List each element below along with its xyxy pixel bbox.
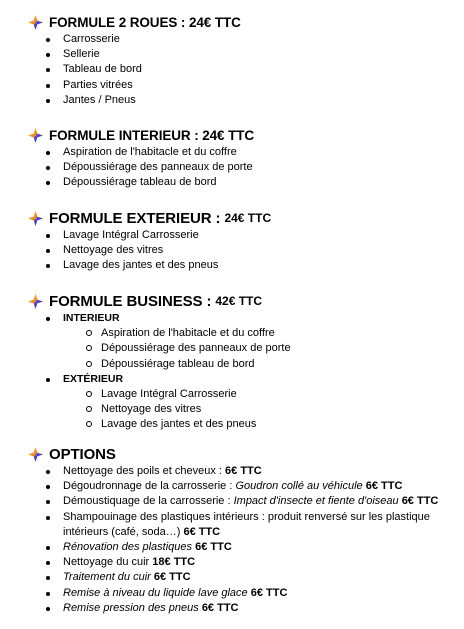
sub-item-list xyxy=(28,326,454,372)
business-group-list xyxy=(28,372,454,387)
business-group-exterieur xyxy=(28,372,454,387)
section-title: FORMULE EXTERIEUR : xyxy=(49,209,221,227)
option-price: 6€ TTC xyxy=(153,571,191,584)
option-price: 6€ TTC xyxy=(250,586,288,599)
option-text: Démoustiquage de la carrosserie : xyxy=(63,495,231,508)
option-price: 6€ TTC xyxy=(201,601,239,614)
business-group-list xyxy=(28,311,454,326)
group-label: EXTÉRIEUR xyxy=(63,372,124,385)
option-price: 6€ TTC xyxy=(183,525,221,538)
section-formule-2-roues xyxy=(28,12,454,108)
options-list xyxy=(28,464,454,616)
list-item: Jantes / Pneus xyxy=(28,93,454,108)
section-title: FORMULE BUSINESS : xyxy=(49,292,212,310)
star-bullet-icon xyxy=(28,447,43,462)
option-item xyxy=(28,540,454,555)
section-heading xyxy=(28,12,454,32)
option-item xyxy=(28,601,454,616)
option-item xyxy=(28,479,454,494)
option-italic-text: Goudron collé au véhicule xyxy=(235,480,363,493)
option-price: 6€ TTC xyxy=(401,495,439,508)
section-formule-business xyxy=(28,291,454,433)
section-title: FORMULE INTERIEUR : 24€ TTC xyxy=(49,127,255,143)
section-formule-exterieur xyxy=(28,208,454,274)
option-text: Nettoyage du cuir xyxy=(63,556,150,569)
option-item xyxy=(28,570,454,585)
section-heading xyxy=(28,125,454,145)
option-italic-text: Rénovation des plastiques xyxy=(63,541,193,554)
section-title: FORMULE 2 ROUES : 24€ TTC xyxy=(49,14,241,30)
option-price: 6€ TTC xyxy=(195,541,232,554)
option-price: 6€ TTC xyxy=(365,480,403,493)
list-item: Sellerie xyxy=(28,47,454,62)
group-label: INTERIEUR xyxy=(63,312,120,324)
list-item: Dépoussiérage des panneaux de porte xyxy=(28,160,454,175)
section-formule-interieur xyxy=(28,125,454,191)
option-item xyxy=(28,464,454,479)
list-item: Tableau de bord xyxy=(28,62,454,77)
option-item xyxy=(28,555,454,570)
option-text: Dégoudronnage de la carrosserie : xyxy=(63,480,233,493)
option-italic-text: Remise pression des pneus xyxy=(63,601,199,614)
item-list xyxy=(28,145,454,191)
section-heading xyxy=(28,291,454,311)
list-item: Lavage Intégral Carrosserie xyxy=(28,387,454,402)
item-list xyxy=(28,32,454,108)
option-italic-text: Remise à niveau du liquide lave glace xyxy=(63,586,248,599)
star-bullet-icon xyxy=(28,211,43,226)
section-heading xyxy=(28,208,454,228)
section-price: 24€ TTC xyxy=(224,211,272,225)
star-bullet-icon xyxy=(28,15,43,30)
list-item: Lavage des jantes et des pneus xyxy=(28,258,454,273)
option-italic-text: Impact d'insecte et fiente d'oiseau xyxy=(233,495,399,508)
section-options xyxy=(28,444,454,616)
option-item xyxy=(28,494,454,509)
list-item: Lavage des jantes et des pneus xyxy=(28,417,454,432)
option-italic-text: Traitement du cuir xyxy=(63,571,151,584)
list-item: Dépoussiérage tableau de bord xyxy=(28,357,454,372)
list-item: Lavage Intégral Carrosserie xyxy=(28,228,454,243)
list-item: Dépoussiérage des panneaux de porte xyxy=(28,341,454,356)
section-heading xyxy=(28,444,454,464)
option-price: 18€ TTC xyxy=(152,556,196,569)
section-title: OPTIONS xyxy=(49,445,116,463)
list-item: Nettoyage des vitres xyxy=(28,402,454,417)
item-list xyxy=(28,228,454,274)
star-bullet-icon xyxy=(28,128,43,143)
business-group-interieur xyxy=(28,311,454,326)
option-item xyxy=(28,510,454,540)
list-item: Aspiration de l'habitacle et du coffre xyxy=(28,145,454,160)
list-item: Nettoyage des vitres xyxy=(28,243,454,258)
list-item: Aspiration de l'habitacle et du coffre xyxy=(28,326,454,341)
list-item: Parties vitrées xyxy=(28,78,454,93)
list-item: Dépoussiérage tableau de bord xyxy=(28,175,454,190)
option-text: Nettoyage des poils et cheveux : xyxy=(63,465,222,477)
list-item: Carrosserie xyxy=(28,32,454,47)
sub-item-list xyxy=(28,387,454,433)
star-bullet-icon xyxy=(28,294,43,309)
option-item xyxy=(28,586,454,601)
section-price: 42€ TTC xyxy=(215,294,263,308)
option-text: Shampouinage des plastiques intérieurs : produit renversé sur les plastique intérieurs (café, soda…) xyxy=(63,510,430,538)
option-price: 6€ TTC xyxy=(225,465,262,477)
